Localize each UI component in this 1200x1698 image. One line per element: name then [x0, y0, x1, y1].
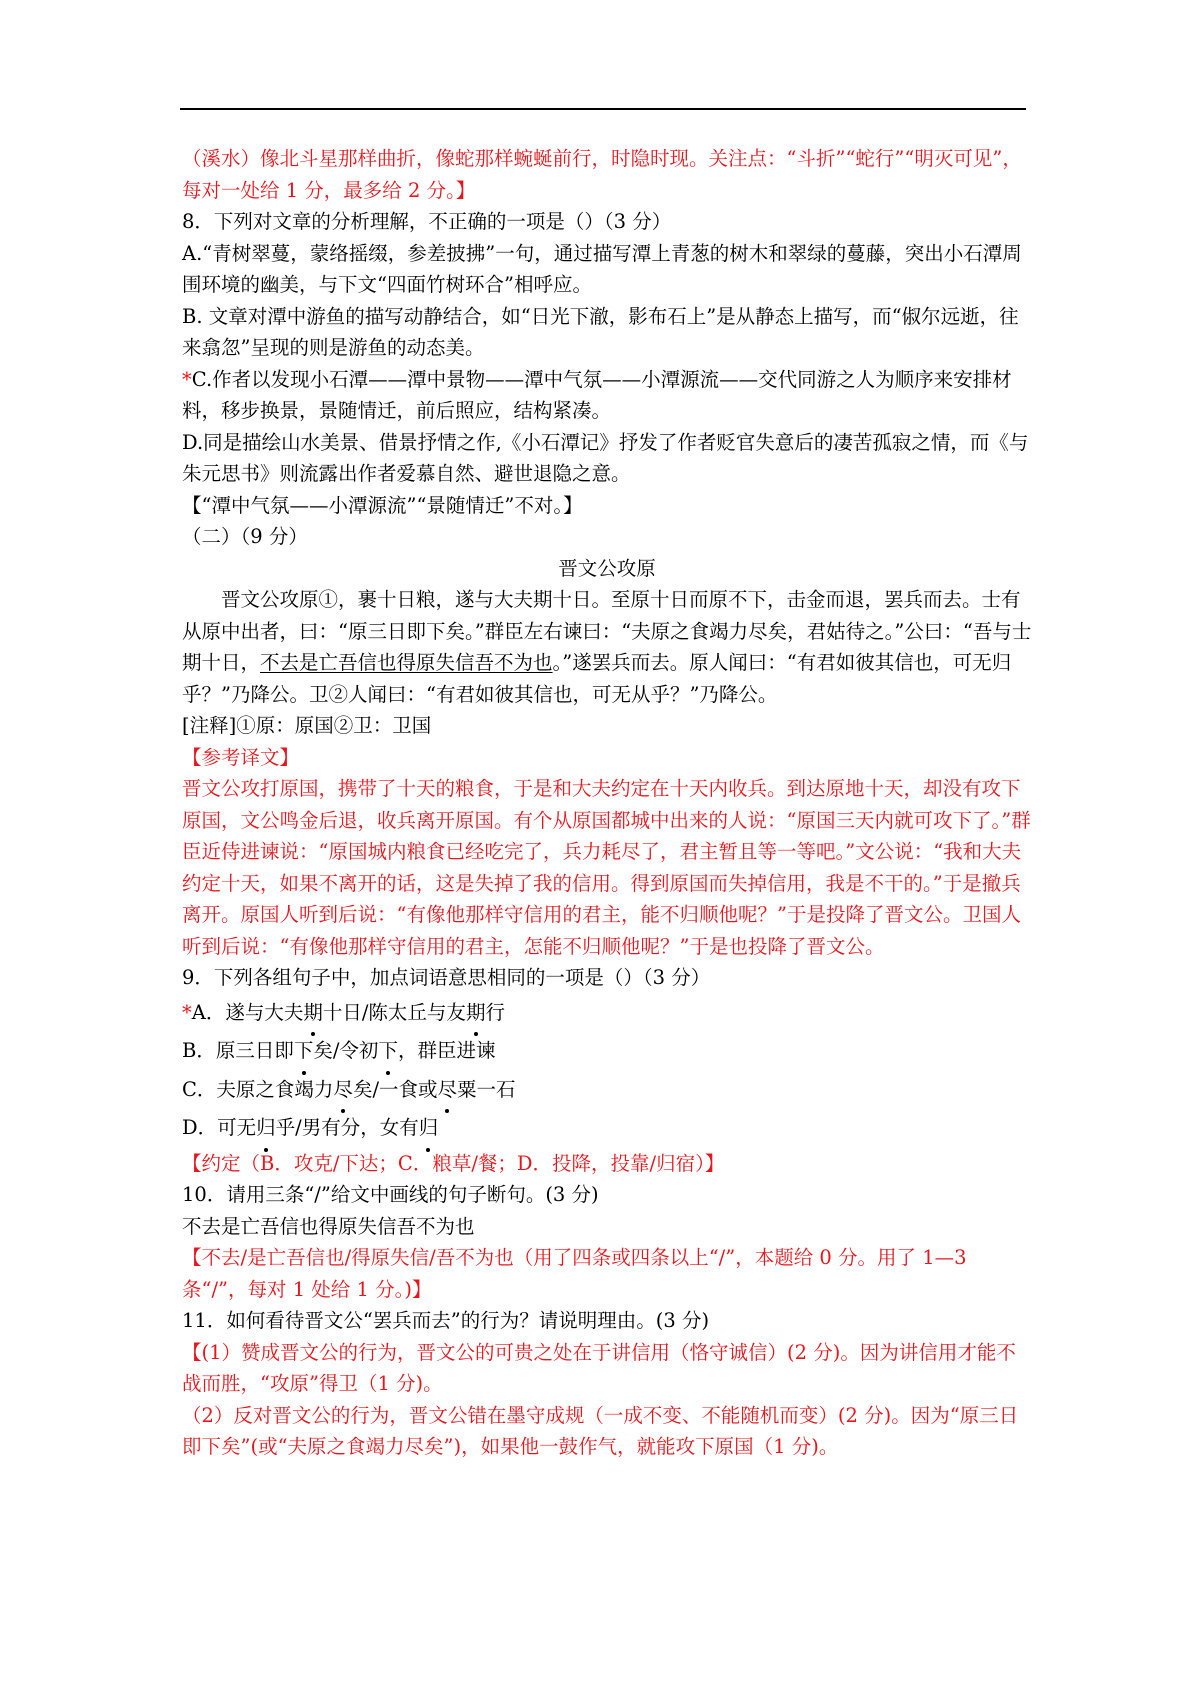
q9d-part-2: 乎/男有分，女有: [275, 1116, 419, 1139]
header-rule: [180, 108, 1026, 110]
q9d-part-1: D．可无: [182, 1116, 257, 1139]
q8-option-c-text: C.作者以发现小石潭——潭中景物——潭中气氛——小潭源流——交代同游之人为顺序来安排材料，移步换景，景随情迁，前后照应，结构紧凑。: [182, 367, 1012, 422]
question-8: 8．下列对文章的分析理解，不正确的一项是（）（3 分）: [182, 210, 672, 233]
star-mark: *: [182, 1000, 192, 1024]
passage-part-1: 晋文公攻原①，裹十日粮，遂与大夫期十日。至原十日而原不下，击金而退，罢兵而去。士有从原中出者，曰：“原三日即下矣。”群臣左右谏曰：“夫原之食竭力尽矣，君姑待之。”公曰：“吾与士期十日，: [182, 588, 1032, 674]
question-9: 9．下列各组句子中，加点词语意思相同的一项是（）（3 分）: [182, 966, 711, 989]
question-11: 11．如何看待晋文公“罢兵而去”的行为？请说明理由。(3 分): [182, 1309, 710, 1332]
dotted-word: 下: [378, 1032, 398, 1071]
q8-option-b: B. 文章对潭中游鱼的描写动静结合，如“日光下澈，影布石上”是从静态上描写，而“俶尔远逝，往来翕忽”呈现的则是游鱼的动态美。: [182, 304, 1019, 359]
q8-answer: 【“潭中气氛——小潭源流”“景随情迁”不对。】: [182, 493, 583, 517]
q8-option-a: A.“青树翠蔓，蒙络摇缀，参差披拂”一句，通过描写潭上青葱的树木和翠绿的蔓藤，突出小石潭周围环境的幽美，与下文“四面竹树环合”相呼应。: [182, 241, 1022, 296]
reference-translation-heading: 【参考译文】: [182, 745, 300, 769]
q9a-part-2: 十日/陈太丘与友: [322, 1000, 466, 1024]
dotted-word: 归: [419, 1109, 439, 1148]
q9b-part-2: 矣/令初: [313, 1039, 379, 1062]
question-10: 10．请用三条“/”给文中画线的句子断句。(3 分): [182, 1183, 599, 1206]
q9c-part-2: 矣/一食或: [352, 1077, 438, 1101]
q9a-part-3: 行: [485, 1000, 505, 1024]
dotted-word: 期: [303, 994, 323, 1033]
q9c-part-1: C．夫原之食竭力: [182, 1077, 334, 1101]
underlined-sentence: 不去是亡吾信也得原失信吾不为也: [260, 651, 553, 674]
answer-continuation: （溪水）像北斗星那样曲折，像蛇那样蜿蜒前行，时隐时现。关注点：“斗折”“蛇行”“明灭可见”，每对一处给 1 分，最多给 2 分。】: [182, 147, 1022, 202]
document-body: [182, 143, 1032, 1463]
q9-option-d: [182, 1109, 1032, 1148]
reference-translation: 晋文公攻打原国，携带了十天的粮食，于是和大夫约定在十天内收兵。到达原地十天，却没有攻下原国，文公鸣金后退，收兵离开原国。有个从原国都城中出来的人说：“原国三天内就可攻下了。”群臣近侍进谏说：“原国城内粮食已经吃完了，兵力耗尽了，君主暂且等一等吧。”文公说：“我和大夫约定十天，如果不离开的话，这是失掉了我的信用。得到原国而失掉信用，我是不干的。”于是撤兵离开。原国人听到后说：“有像他那样守信用的君主，能不归顺他呢？”于是投降了晋文公。卫国人听到后说：“有像他那样守信用的君主，怎能不归顺他呢？”于是也投降了晋文公。: [182, 777, 1031, 958]
q11-answer-1: 【(1）赞成晋文公的行为，晋文公的可贵之处在于讲信用（恪守诚信）(2 分)。因为讲信用才能不战而胜，“攻原”得卫（1 分)。: [182, 1340, 1016, 1395]
q9b-part-3: ，群臣进谏: [397, 1039, 496, 1062]
dotted-word: 归: [256, 1109, 276, 1148]
q9-option-a: [182, 994, 1032, 1033]
q9a-part-1: A．遂与大夫: [191, 1000, 304, 1024]
star-mark: *: [182, 367, 192, 391]
q10-sentence: 不去是亡吾信也得原失信吾不为也: [182, 1214, 475, 1238]
q11-answer-2: （2）反对晋文公的行为，晋文公错在墨守成规（一成不变、不能随机而变）(2 分)。因为“原三日即下矣”(或“夫原之食竭力尽矣”)，如果他一鼓作气，就能攻下原国（1 分)。: [182, 1403, 1019, 1458]
dotted-word: 下: [294, 1032, 314, 1071]
q9b-part-1: B．原三日即: [182, 1039, 294, 1062]
section-2-heading: （二）（9 分）: [182, 525, 308, 548]
dotted-word: 尽: [333, 1071, 353, 1110]
annotation: [注释]①原：原国②卫：卫国: [182, 714, 432, 737]
passage-text: [182, 584, 1032, 710]
q9-answer: 【约定（B．攻克/下达；C．粮草/餐；D．投降，投靠/归宿）】: [182, 1151, 725, 1175]
dotted-word: 尽: [438, 1071, 458, 1110]
passage-part-2: 。”遂罢兵而去。原人闻曰：“有君如彼其信也，可无归乎？”乃降公。卫②人闻曰：“有君如彼其信也，可无从乎？”乃降公。: [182, 651, 1012, 706]
q9c-part-3: 粟一石: [457, 1077, 516, 1101]
q9-option-c: [182, 1071, 1032, 1110]
q9-option-b: [182, 1032, 1032, 1071]
q10-answer: 【不去/是亡吾信也/得原失信/吾不为也（用了四条或四条以上“/”，本题给 0 分。用了 1—3 条“/”，每对 1 处给 1 分。)】: [182, 1246, 967, 1301]
q8-option-c: [182, 364, 1032, 427]
passage-title: 晋文公攻原: [558, 556, 656, 580]
q8-option-d: D.同是描绘山水美景、借景抒情之作,《小石潭记》抒发了作者贬官失意后的凄苦孤寂之情，而《与朱元思书》则流露出作者爱慕自然、避世退隐之意。: [182, 430, 1029, 485]
dotted-word: 期: [466, 994, 486, 1033]
